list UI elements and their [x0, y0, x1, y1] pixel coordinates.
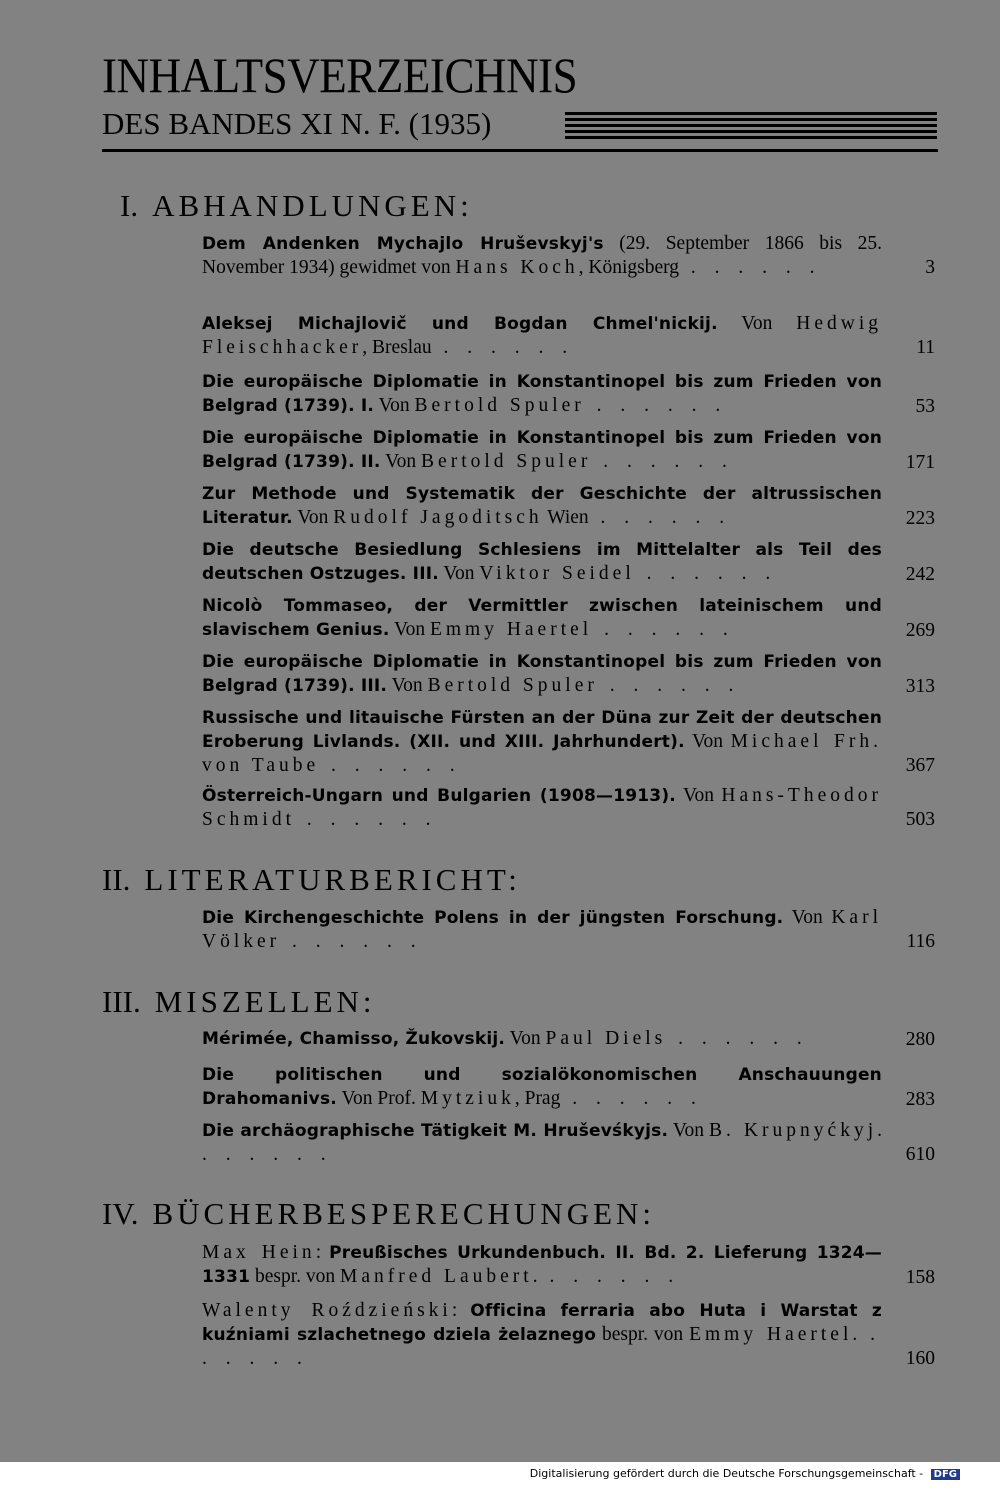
- entry-author: Manfred Laubert: [340, 1266, 533, 1287]
- entry-connector: Von: [505, 1028, 546, 1049]
- entry-author: Mytziuk: [420, 1088, 515, 1109]
- entry-title: Die politischen und sozialökonomischen Anschauungen Drahomanivs.: [202, 1065, 882, 1109]
- toc-entry[interactable]: [202, 370, 937, 418]
- dfg-logo[interactable]: DFG: [931, 1469, 960, 1480]
- entry-author: Hans Koch: [455, 257, 579, 278]
- entry-page-number: 367: [905, 755, 935, 776]
- leader-dots: . . . . . .: [592, 619, 735, 640]
- footer: [530, 1467, 960, 1480]
- entry-book-author: Walenty Roździeński: [202, 1300, 452, 1321]
- entry-title: Aleksej Michajlovič und Bogdan Chmel'nickij.: [202, 314, 718, 334]
- leader-dots: . . . . . .: [584, 395, 728, 416]
- page-subtitle: DES BANDES XI N. F. (1935): [102, 106, 492, 141]
- leader-dots: . . . . . .: [202, 1144, 333, 1165]
- entry-place: , Königsberg: [578, 257, 680, 278]
- entry-author: Paul Diels: [545, 1028, 667, 1049]
- toc-entry[interactable]: [202, 1027, 937, 1051]
- leader-dots: . . . . . .: [560, 1088, 703, 1109]
- entry-title: Die europäische Diplomatie in Konstantinopel bis zum Frieden von Belgrad (1739). I.: [202, 372, 882, 416]
- entry-author: Rudolf Jagoditsch: [333, 507, 543, 528]
- leader-dots: . . . . . .: [597, 675, 741, 696]
- entry-connector: bespr. von: [596, 1324, 690, 1345]
- section-numeral: IV.: [102, 1196, 139, 1231]
- section-title: LITERATURBERICHT:: [144, 862, 521, 897]
- section-heading: [102, 862, 521, 898]
- entry-place: , Breslau: [362, 337, 432, 358]
- entry-page-number: 503: [905, 809, 935, 830]
- leader-dots: . . . . . .: [666, 1028, 809, 1049]
- leader-dots: . . . . . .: [202, 1324, 883, 1369]
- entry-page-number: 223: [905, 508, 935, 529]
- entry-text: [202, 1063, 882, 1111]
- entry-separator: :: [315, 1242, 330, 1263]
- entry-page-number: 313: [905, 676, 935, 697]
- toc-entry[interactable]: [202, 906, 937, 953]
- leader-dots: . . . . . .: [634, 563, 778, 584]
- entry-connector: Von: [684, 731, 731, 752]
- entry-text: [202, 650, 882, 698]
- entry-connector: Von: [389, 619, 430, 640]
- toc-entry[interactable]: [202, 232, 937, 279]
- entry-page-number: 160: [905, 1348, 935, 1369]
- entry-text: [202, 232, 882, 279]
- entry-page-number: 242: [905, 564, 935, 585]
- toc-entry[interactable]: [202, 538, 937, 586]
- entry-text: [202, 1119, 882, 1166]
- entry-connector: Von: [783, 907, 832, 928]
- entry-book-author: Max Hein: [202, 1242, 316, 1263]
- entry-text: [202, 1299, 882, 1370]
- entry-text: [202, 426, 882, 474]
- entry-place: .: [877, 1120, 882, 1141]
- entry-place: .: [852, 1324, 858, 1345]
- entry-title: Nicolò Tommaseo, der Vermittler zwischen lateinischem und slavischem Genius.: [202, 596, 882, 640]
- entry-place: , Prag: [514, 1088, 561, 1109]
- entry-author: Emmy Haertel: [429, 619, 593, 640]
- leader-dots: . . . . . .: [588, 507, 732, 528]
- toc-entry[interactable]: [202, 706, 937, 777]
- entry-title: Preußisches Urkundenbuch. II. Bd. 2. Lieferung 1324—1331: [202, 1243, 883, 1287]
- section-numeral: III.: [102, 984, 141, 1019]
- leader-dots: . . . . . .: [295, 809, 438, 830]
- entry-connector: (29. September 1866 bis 25. November 1934) gewidmet von: [202, 233, 882, 278]
- entry-page-number: 11: [916, 337, 935, 358]
- entry-author: Hans-Theodor Schmidt: [202, 785, 882, 830]
- decorative-rules: [565, 112, 937, 140]
- toc-entry[interactable]: [202, 312, 937, 359]
- entry-author: Bertold Spuler: [427, 675, 598, 696]
- entry-title: Die archäographische Tätigkeit M. Hruševśkyjs.: [202, 1121, 669, 1141]
- entry-connector: Von: [380, 451, 422, 472]
- section-title: ABHANDLUNGEN:: [152, 188, 473, 223]
- leader-dots: . . . . . .: [280, 931, 423, 952]
- toc-entry[interactable]: [202, 1299, 937, 1370]
- entry-title: Die Kirchengeschichte Polens in der jüngsten Forschung.: [202, 908, 784, 928]
- entry-title: Die europäische Diplomatie in Konstantinopel bis zum Frieden von Belgrad (1739). III.: [202, 652, 882, 696]
- section-numeral: I.: [120, 188, 139, 223]
- entry-separator: :: [451, 1300, 471, 1321]
- entry-text: [202, 312, 882, 359]
- toc-entry[interactable]: [202, 1119, 937, 1166]
- section-heading: [102, 1196, 655, 1232]
- section-title: MISZELLEN:: [154, 984, 376, 1019]
- entry-author: Karl Völker: [202, 907, 882, 952]
- entry-connector: Von: [387, 675, 428, 696]
- entry-text: [202, 784, 882, 831]
- footer-text: Digitalisierung gefördert durch die Deutsche Forschungsgemeinschaft -: [529, 1467, 924, 1480]
- entry-page-number: 269: [905, 620, 935, 641]
- entry-author: Michael Frh. von Taube: [202, 731, 883, 776]
- entry-page-number: 158: [905, 1267, 935, 1288]
- entry-title: Österreich-Ungarn und Bulgarien (1908—1913).: [202, 786, 676, 806]
- entry-page-number: 171: [905, 452, 935, 473]
- entry-page-number: 283: [905, 1089, 935, 1110]
- leader-dots: . . . . . .: [431, 337, 575, 358]
- entry-connector: Von: [374, 395, 415, 416]
- header-divider: [102, 149, 938, 152]
- entry-title: Dem Andenken Mychajlo Hruševskyj's: [202, 234, 604, 254]
- entry-text: [202, 706, 882, 777]
- entry-connector: bespr. von: [250, 1266, 341, 1287]
- entry-connector: Von Prof.: [336, 1088, 421, 1109]
- toc-entry[interactable]: [202, 482, 937, 530]
- toc-entry[interactable]: [202, 1241, 937, 1289]
- entry-text: [202, 594, 882, 642]
- entry-page-number: 53: [915, 396, 935, 417]
- entry-title: Die deutsche Besiedlung Schlesiens im Mittelalter als Teil des deutschen Ostzuges. III.: [202, 540, 882, 584]
- entry-page-number: 116: [906, 931, 935, 952]
- leader-dots: . . . . . .: [679, 257, 822, 278]
- entry-text: [202, 1027, 882, 1051]
- entry-author: B. Krupnyćkyj: [709, 1120, 878, 1141]
- entry-author: Bertold Spuler: [414, 395, 585, 416]
- entry-connector: Von: [717, 313, 797, 334]
- entry-text: [202, 370, 882, 418]
- entry-author: Bertold Spuler: [421, 451, 592, 472]
- toc-entry[interactable]: [202, 784, 937, 831]
- toc-entry[interactable]: [202, 594, 937, 642]
- entry-author: Viktor Seidel: [479, 563, 635, 584]
- leader-dots: . . . . . .: [319, 755, 462, 776]
- entry-place: Wien: [542, 507, 589, 528]
- leader-dots: . . . . . .: [537, 1266, 681, 1287]
- toc-entry[interactable]: [202, 650, 937, 698]
- section-title: BÜCHERBESPERECHUNGEN:: [152, 1196, 656, 1231]
- page-title: INHALTSVERZEICHNIS: [102, 47, 578, 103]
- entry-connector: Von: [668, 1120, 710, 1141]
- entry-text: [202, 906, 882, 953]
- leader-dots: . . . . . .: [591, 451, 734, 472]
- entry-title: Zur Methode und Systematik der Geschichte der altrussischen Literatur.: [202, 484, 882, 528]
- section-numeral: II.: [102, 862, 131, 897]
- entry-text: [202, 538, 882, 586]
- toc-entry[interactable]: [202, 426, 937, 474]
- entry-author: Hedwig Fleischhacker: [202, 313, 882, 358]
- section-heading: [102, 984, 376, 1020]
- entry-title: Russische und litauische Fürsten an der Düna zur Zeit der deutschen Eroberung Livlands. (XII. und XIII. Jahrhundert).: [202, 708, 882, 752]
- entry-page-number: 280: [905, 1029, 935, 1050]
- entry-connector: Von: [292, 507, 334, 528]
- entry-page-number: 610: [905, 1144, 935, 1165]
- entry-place: .: [532, 1266, 538, 1287]
- section-heading: [120, 188, 473, 224]
- entry-author: Emmy Haertel: [689, 1324, 853, 1345]
- entry-text: [202, 1241, 882, 1289]
- entry-text: [202, 482, 882, 530]
- entry-connector: Von: [675, 785, 722, 806]
- entry-title: Mérimée, Chamisso, Žukovskij.: [202, 1029, 506, 1049]
- toc-entry[interactable]: [202, 1063, 937, 1111]
- entry-page-number: 3: [925, 257, 935, 278]
- entry-title: Die europäische Diplomatie in Konstantinopel bis zum Frieden von Belgrad (1739). II.: [202, 428, 882, 472]
- entry-connector: Von: [438, 563, 480, 584]
- entry-title: Officina ferraria abo Huta i Warstat z kuźniami szlachetnego dziela żelaznego: [202, 1301, 882, 1345]
